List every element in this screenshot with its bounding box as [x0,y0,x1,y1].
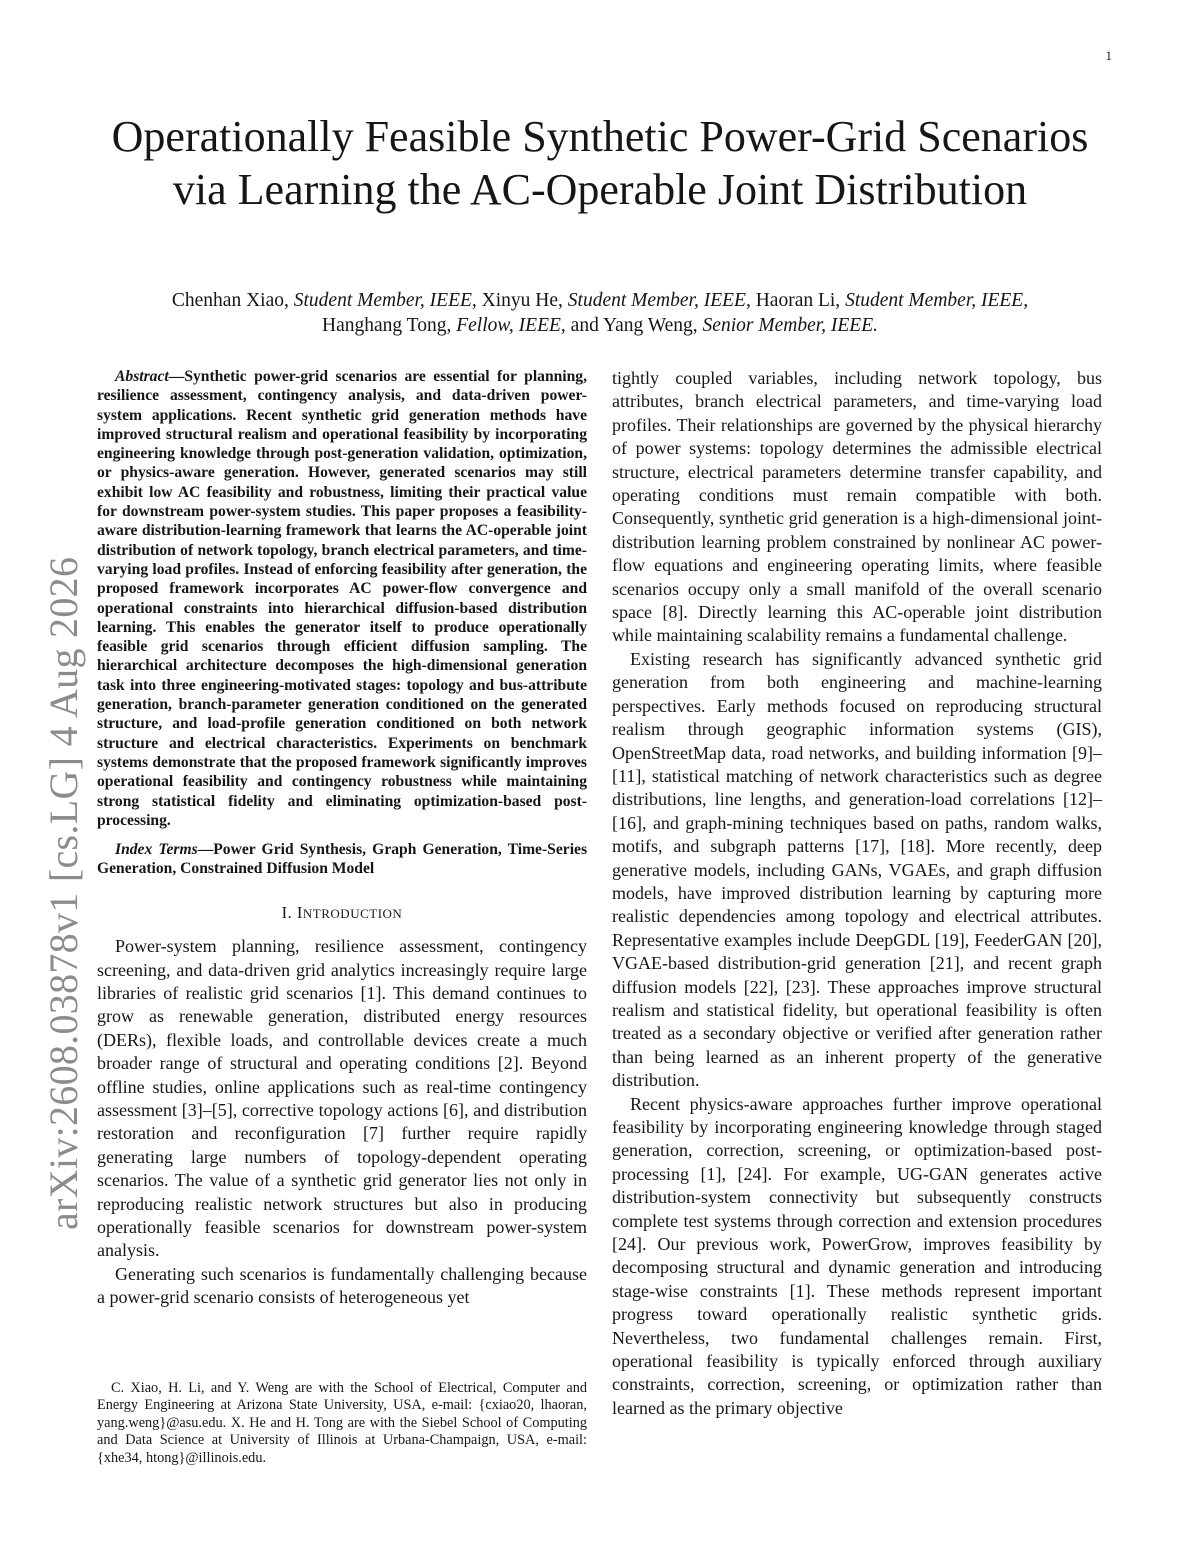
page-number: 1 [1105,48,1112,63]
body-paragraph: Recent physics-aware approaches further improve operational feasibility by incorporating engineering knowledge through staged generation, correction, screening, or optimization-based post-processing [1], [24]. For example, UG-GAN generates active distribution-system connectivity but subsequently constructs complete test systems through correction and extension procedures [24]. Our previous work, PowerGrow, improves feasibility by decomposing structural and dynamic generation and introducing stage-wise constraints [1]. These methods represent important progress toward operationally realistic synthetic grids. Nevertheless, two fundamental challenges remain. First, operational feasibility is typically enforced through auxiliary constraints, correction, screening, or optimization rather than learned as the primary objective [612,1093,1102,1418]
author-name: Xinyu He, [481,290,563,311]
body-paragraph: Power-system planning, resilience assessment, contingency screening, and data-driven grid analytics increasingly require large libraries of realistic grid scenarios [1]. This demand continues to grow as renewable generation, distributed energy resources (DERs), flexible loads, and controllable devices create a much broader range of structural and operating conditions [2]. Beyond offline studies, online applications such as real-time contingency assessment [3]–[5], corrective topology actions [6], and distribution restoration and reconfiguration [7] further require rapidly generating large numbers of topology-dependent operating scenarios. The value of a synthetic grid generator lies not only in reproducing realistic network structures but also in producing operationally feasible scenarios for downstream power-system analysis. [97,936,587,1261]
index-terms-label: Index Terms [115,841,198,859]
author-name: Hanghang Tong, [322,315,452,336]
section-title-initial: I [296,902,303,922]
abstract [97,367,587,830]
author-name: and Yang Weng, [570,315,698,336]
author-membership: Student Member, IEEE, [845,290,1029,311]
index-terms [97,840,587,879]
section-heading [97,901,587,925]
author-membership: Fellow, IEEE, [456,315,566,336]
author-membership: Student Member, IEEE, [567,290,751,311]
body-paragraph: tightly coupled variables, including network topology, bus attributes, branch electrical parameters, and time-varying load profiles. Their relationships are governed by the physical hierarchy of power systems: topology determines the admissible electrical structure, electrical parameters determine transfer capability, and operating conditions must remain compatible with both. Consequently, synthetic grid generation is a high-dimensional joint-distribution learning problem constrained by nonlinear AC power-flow equations and engineering operating limits, where feasible scenarios occupy only a small manifold of the overall scenario space [8]. Directly learning this AC-operable joint distribution while maintaining scalability remains a fundamental challenge. [612,368,1102,646]
author-affiliation-footnote: C. Xiao, H. Li, and Y. Weng are with the School of Electrical, Computer and Energy Engineering at Arizona State University, USA, e-mail: {cxiao20, lhaoran, yang.weng}@asu.edu. X. He and H. Tong are with the Siebel School of Computing and Data Science at University of Illinois at Urbana-Champaign, USA, e-mail: {xhe34, htong}@illinois.edu. [97,1380,587,1466]
abstract-label: Abstract [115,368,169,385]
section-title-smallcaps: NTRODUCTION [302,905,403,921]
body-paragraph: Generating such scenarios is fundamentally challenging because a power-grid scenario consists of heterogeneous yet [97,1263,587,1308]
index-terms-text: —Power Grid Synthesis, Graph Generation, Time-Series Generation, Constrained Diffusion Model [97,841,588,878]
author-membership: Senior Member, IEEE. [702,315,878,336]
author-membership: Student Member, IEEE, [293,290,477,311]
body-paragraph: Existing research has significantly advanced synthetic grid generation from both engineering and machine-learning perspectives. Early methods focused on reproducing structural realism through geographic information systems (GIS), OpenStreetMap data, road networks, and building information [9]–[11], statistical matching of network characteristics such as degree distributions, line lengths, and generation-load correlations [12]–[16], and graph-mining techniques based on paths, random walks, motifs, and subgraph patterns [17], [18]. More recently, deep generative models, including GANs, VGAEs, and graph diffusion models, have improved distribution learning by capturing more realistic dependencies among topology and electrical attributes. Representative examples include DeepGDL [19], FeederGAN [20], VGAE-based distribution-grid generation [21], and recent graph diffusion models [22], [23]. These approaches improve structural realism and statistical fidelity, but operational feasibility is often treated as a secondary objective or verified after generation rather than being learned as an inherent property of the generative distribution. [612,648,1102,1091]
author-list [80,288,1120,338]
author-name: Chenhan Xiao, [171,290,289,311]
section-number: I. [281,902,293,922]
left-column [97,367,587,1310]
right-column [612,367,1102,1420]
abstract-text: —Synthetic power-grid scenarios are essential for planning, resilience assessment, contingency analysis, and data-driven power-system applications. Recent synthetic grid generation methods have improved structural realism and operational feasibility by incorporating engineering knowledge through post-generation validation, optimization, or physics-aware generation. However, generated scenarios may still exhibit low AC feasibility and robustness, limiting their practical value for downstream power-system studies. This paper proposes a feasibility-aware distribution-learning framework that learns the AC-operable joint distribution of network topology, branch electrical parameters, and time-varying load profiles. Instead of enforcing feasibility after generation, the proposed framework incorporates AC power-flow convergence and operational constraints into hierarchical diffusion-based distribution learning. This enables the generator itself to produce operationally feasible grid scenarios through efficient diffusion sampling. The hierarchical architecture decomposes the high-dimensional generation task into three engineering-motivated stages: topology and bus-attribute generation, branch-parameter generation conditioned on the generated structure, and load-profile generation conditioned on both network structure and electrical characteristics. Experiments on benchmark systems demonstrate that the proposed framework significantly improves operational feasibility and contingency robustness while maintaining strong statistical fidelity and eliminating optimization-based post-processing. [97,368,587,829]
arxiv-identifier-stamp: arXiv:2608.03878v1 [cs.LG] 4 Aug 2026 [41,556,86,1230]
paper-title: Operationally Feasible Synthetic Power-Grid Scenarios via Learning the AC-Operable Joint Distribution [111,112,1089,214]
author-name: Haoran Li, [755,290,841,311]
